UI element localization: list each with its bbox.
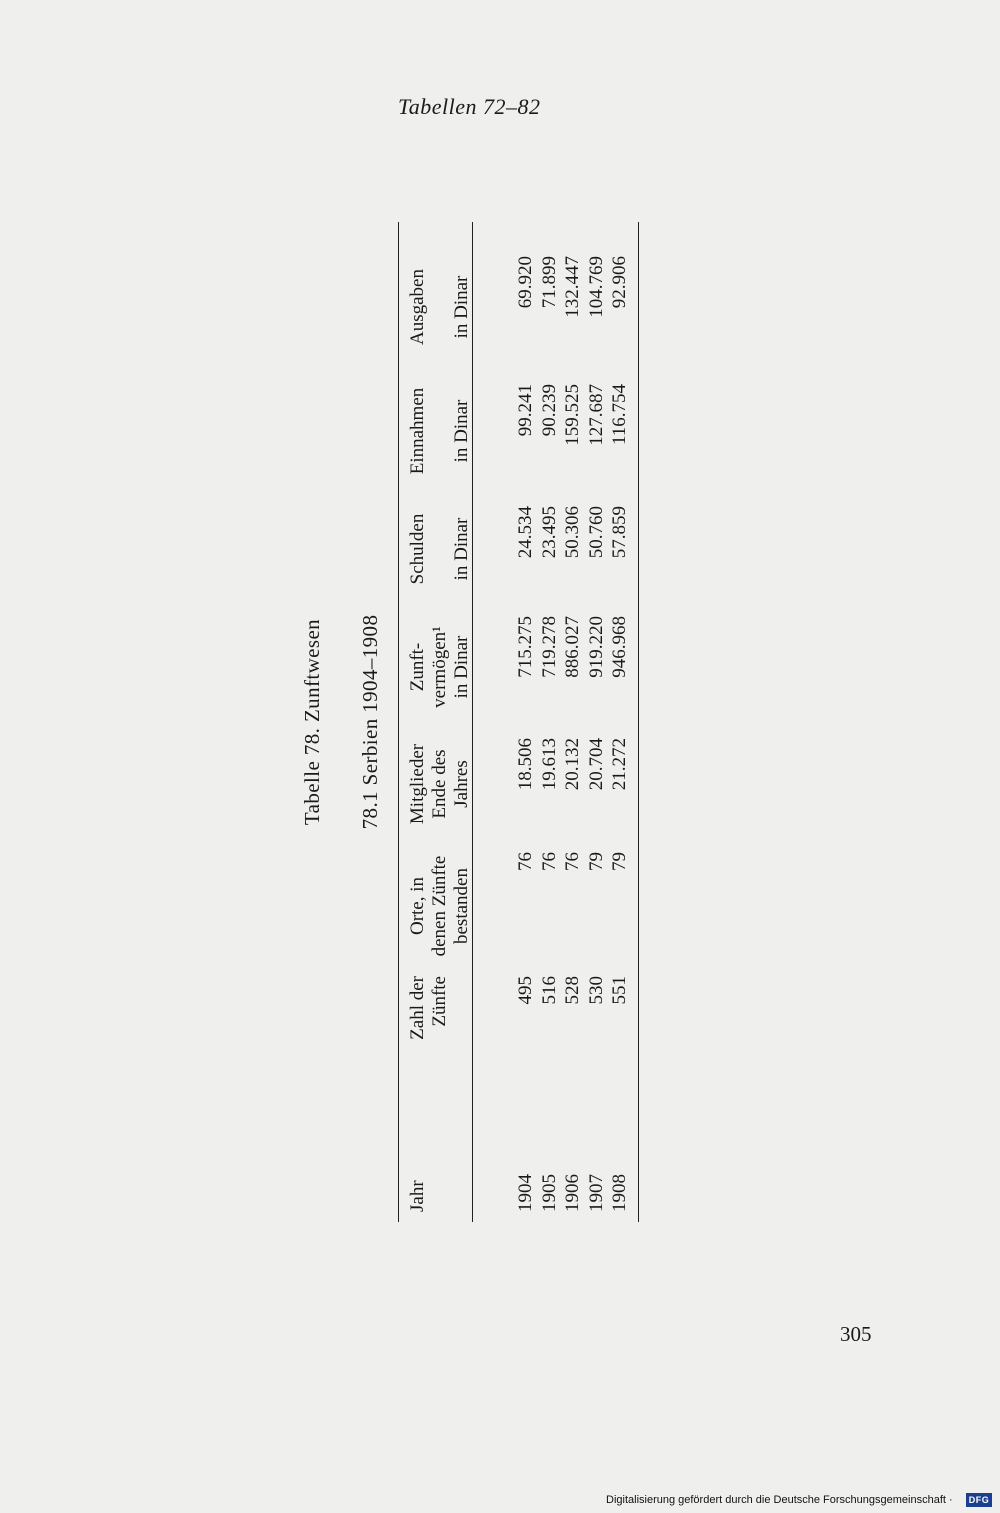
table-cell: 24.534 — [515, 506, 536, 559]
column-zahl-der-zuenfte — [514, 976, 632, 1072]
table-cell: 19.613 — [538, 738, 560, 791]
table-cell: 20.132 — [562, 738, 584, 791]
header-jahr: Jahr — [407, 1180, 428, 1212]
table-cell: 719.278 — [538, 616, 560, 678]
running-head: Tabellen 72–82 — [398, 94, 541, 119]
table-bottom-rule — [638, 222, 639, 1222]
dfg-logo: DFG — [966, 1493, 992, 1507]
table-cell: 99.241 — [515, 384, 536, 437]
column-schulden — [514, 506, 632, 602]
table-cell: 919.220 — [585, 616, 607, 678]
table-cell: 76 — [538, 852, 560, 871]
table-cell: 18.506 — [515, 738, 536, 791]
table-cell: 530 — [585, 976, 607, 1005]
table-cell: 715.275 — [515, 616, 536, 678]
header-mitglieder: Mitglieder Ende des Jahres — [407, 743, 472, 825]
table-cell: 92.906 — [609, 256, 631, 309]
table-cell: 23.495 — [538, 506, 560, 559]
table-cell: 79 — [585, 852, 607, 871]
column-einnahmen — [514, 384, 632, 486]
header-zahl-der-zuenfte: Zahl der Zünfte — [407, 976, 450, 1040]
column-jahr — [514, 1174, 632, 1212]
table-cell: 946.968 — [609, 616, 631, 678]
table-cell: 104.769 — [585, 256, 607, 318]
column-ausgaben — [514, 256, 632, 366]
table-cell: 495 — [515, 976, 536, 1005]
table-cell: 50.760 — [585, 506, 607, 559]
table-top-rule — [398, 222, 399, 1222]
table-cell: 116.754 — [609, 384, 631, 446]
column-orte — [514, 852, 632, 966]
table-cell: 1906 — [562, 1174, 584, 1212]
table-cell: 69.920 — [515, 256, 536, 309]
table-cell: 1905 — [538, 1174, 560, 1212]
unit-ausgaben: in Dinar — [451, 275, 472, 339]
table-subtitle: 78.1 Serbien 1904–1908 — [358, 614, 382, 830]
table-cell: 516 — [538, 976, 560, 1005]
header-zunftvermoegen: Zunft- vermögen¹ in Dinar — [407, 626, 472, 708]
column-mitglieder — [514, 738, 632, 836]
table-cell: 886.027 — [562, 616, 584, 678]
unit-einnahmen: in Dinar — [451, 399, 472, 463]
digitization-credit: Digitalisierung gefördert durch die Deutsche Forschungsgemeinschaft · — [606, 1494, 953, 1506]
table-cell: 1904 — [515, 1174, 536, 1212]
unit-schulden: in Dinar — [451, 517, 472, 581]
table-cell: 551 — [609, 976, 631, 1005]
table-cell: 159.525 — [562, 384, 584, 446]
table-cell: 76 — [515, 852, 536, 871]
table-cell: 528 — [562, 976, 584, 1005]
table-cell: 132.447 — [562, 256, 584, 318]
table-cell: 76 — [562, 852, 584, 871]
table-cell: 71.899 — [538, 256, 560, 309]
page-number: 305 — [840, 1322, 872, 1346]
table-header-rule — [472, 222, 473, 1222]
table-cell: 20.704 — [585, 738, 607, 791]
table-cell: 127.687 — [585, 384, 607, 446]
table-cell: 1908 — [609, 1174, 631, 1212]
header-ausgaben: Ausgaben — [407, 269, 428, 345]
header-einnahmen: Einnahmen — [407, 387, 428, 475]
column-zunftvermoegen — [514, 616, 632, 722]
table-cell: 21.272 — [609, 738, 631, 791]
table-cell: 50.306 — [562, 506, 584, 559]
table-cell: 90.239 — [538, 384, 560, 437]
header-orte: Orte, in denen Zünfte bestanden — [407, 855, 472, 957]
table-cell: 57.859 — [609, 506, 631, 559]
rotated-table-block — [282, 222, 662, 1222]
header-schulden: Schulden — [407, 513, 428, 585]
table-title: Tabelle 78. Zunftwesen — [300, 618, 324, 826]
table-cell: 1907 — [585, 1174, 607, 1212]
table-cell: 79 — [609, 852, 631, 871]
